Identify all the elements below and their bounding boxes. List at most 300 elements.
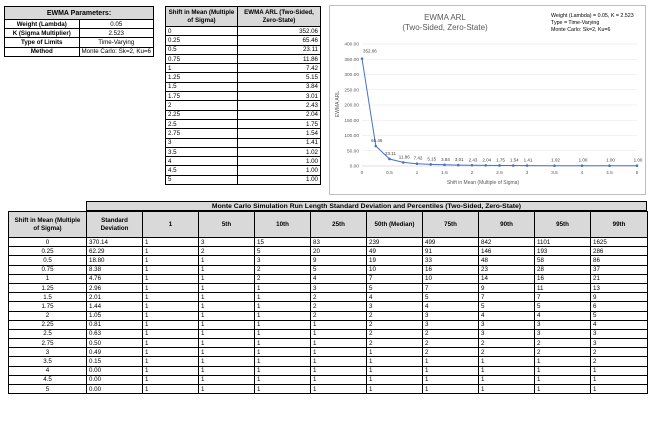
pct-value-cell: 23 (479, 265, 535, 274)
pct-row (9, 283, 648, 292)
pct-row (9, 311, 648, 320)
pct-header-cell: 99th (591, 212, 648, 238)
pct-value-cell: 3 (591, 329, 648, 338)
pct-value-cell: 21 (591, 274, 648, 283)
pct-shift-cell: 3.5 (9, 357, 87, 366)
pct-value-cell: 0.00 (87, 385, 143, 394)
data-point (526, 164, 529, 167)
pct-value-cell: 16 (535, 274, 591, 283)
pct-value-cell: 7 (479, 293, 535, 302)
pct-row (9, 302, 648, 311)
x-tick-label: 1.5 (441, 171, 448, 176)
pct-value-cell: 49 (367, 247, 423, 256)
data-label: 1.02 (551, 157, 560, 163)
arl-row (166, 175, 321, 184)
arl-shift-cell: 1.5 (166, 82, 238, 91)
pct-value-cell: 4 (367, 293, 423, 302)
pct-row (9, 329, 648, 338)
pct-shift-cell: 1.25 (9, 283, 87, 292)
data-label: 1.00 (606, 157, 615, 163)
pct-value-cell: 1 (143, 375, 199, 384)
chart-note-2: Type = Time-Varying (551, 20, 600, 26)
data-point (416, 162, 419, 165)
arl-value-cell: 7.42 (238, 64, 321, 73)
pct-value-cell: 83 (311, 238, 367, 247)
pct-value-cell: 1 (143, 265, 199, 274)
arl-row (166, 45, 321, 54)
pct-value-cell: 842 (479, 238, 535, 247)
params-title: EWMA Parameters: (5, 7, 154, 20)
x-tick-label: 2.5 (496, 171, 503, 176)
pct-row (9, 375, 648, 384)
arl-row (166, 36, 321, 45)
pct-value-cell: 20 (311, 247, 367, 256)
pct-value-cell: 2 (311, 302, 367, 311)
pct-header-cell: Standard Deviation (87, 212, 143, 238)
pct-value-cell: 3 (535, 329, 591, 338)
pct-value-cell: 1 (423, 357, 479, 366)
pct-value-cell: 5 (535, 302, 591, 311)
pct-value-cell: 1 (143, 329, 199, 338)
arl-shift-cell: 0.5 (166, 45, 238, 54)
pct-value-cell: 2 (535, 339, 591, 348)
data-point (608, 164, 611, 167)
arl-row (166, 101, 321, 110)
chart-title: EWMA ARL (424, 13, 466, 22)
chart-data-labels (363, 49, 643, 163)
pct-value-cell: 1 (255, 385, 311, 394)
arl-value-cell: 3.01 (238, 92, 321, 101)
pct-value-cell: 499 (423, 238, 479, 247)
data-label: 3.84 (441, 156, 450, 162)
arl-shift-cell: 5 (166, 175, 238, 184)
pct-value-cell: 2 (591, 357, 648, 366)
pct-value-cell: 13 (591, 283, 648, 292)
x-tick-label: 0.5 (386, 171, 393, 176)
pct-value-cell: 1 (199, 274, 255, 283)
pct-value-cell: 37 (591, 265, 648, 274)
pct-value-cell: 1 (143, 366, 199, 375)
pct-value-cell: 1 (311, 357, 367, 366)
pct-value-cell: 7 (423, 283, 479, 292)
arl-shift-cell: 3 (166, 138, 238, 147)
pct-value-cell: 1 (143, 311, 199, 320)
x-tick-label: 3.5 (551, 171, 558, 176)
pct-row (9, 348, 648, 357)
param-label: Method (5, 47, 80, 56)
arl-value-cell: 3.84 (238, 82, 321, 91)
pct-value-cell: 1 (535, 357, 591, 366)
pct-header-cell: 50th (Median) (367, 212, 423, 238)
arl-row (166, 92, 321, 101)
pct-value-cell: 3 (479, 320, 535, 329)
arl-shift-cell: 2 (166, 101, 238, 110)
pct-value-cell: 2 (255, 265, 311, 274)
pct-value-cell: 91 (423, 247, 479, 256)
arl-value-cell: 2.43 (238, 101, 321, 110)
pct-shift-cell: 1.75 (9, 302, 87, 311)
pct-shift-cell: 1.5 (9, 293, 87, 302)
pct-value-cell: 1 (255, 283, 311, 292)
pct-value-cell: 1 (255, 311, 311, 320)
pct-value-cell: 1 (143, 274, 199, 283)
pct-value-cell: 1 (143, 385, 199, 394)
pct-value-cell: 2 (423, 348, 479, 357)
arl-row (166, 138, 321, 147)
pct-value-cell: 1 (311, 329, 367, 338)
pct-value-cell: 2 (479, 339, 535, 348)
pct-value-cell: 3 (367, 302, 423, 311)
pct-row (9, 274, 648, 283)
pct-value-cell: 1 (143, 320, 199, 329)
pct-value-cell: 2 (311, 311, 367, 320)
data-point (636, 164, 639, 167)
pct-shift-cell: 2 (9, 311, 87, 320)
data-point (457, 164, 460, 167)
arl-shift-cell: 4.5 (166, 166, 238, 175)
pct-value-cell: 1 (143, 283, 199, 292)
pct-value-cell: 5 (311, 265, 367, 274)
pct-value-cell: 5 (423, 293, 479, 302)
pct-value-cell: 0.00 (87, 375, 143, 384)
pct-shift-cell: 4.5 (9, 375, 87, 384)
chart-note-1: Weight (Lambda) = 0.05, K = 2.523 (551, 13, 634, 19)
y-tick-label: 250.00 (344, 88, 359, 94)
arl-shift-cell: 2.25 (166, 110, 238, 119)
arl-shift-cell: 1.25 (166, 73, 238, 82)
data-label: 23.11 (385, 150, 396, 156)
chart-subtitle: (Two-Sided, Zero-State) (402, 23, 488, 32)
data-point (553, 164, 556, 167)
arl-value-cell: 1.54 (238, 129, 321, 138)
pct-shift-cell: 0.75 (9, 265, 87, 274)
params-row (5, 47, 154, 56)
pct-shift-cell: 2.25 (9, 320, 87, 329)
pct-value-cell: 0.81 (87, 320, 143, 329)
params-row (5, 38, 154, 47)
pct-value-cell: 4.76 (87, 274, 143, 283)
pct-value-cell: 1101 (535, 238, 591, 247)
pct-value-cell: 239 (367, 238, 423, 247)
arl-row (166, 64, 321, 73)
arl-row (166, 82, 321, 91)
pct-value-cell: 1 (199, 366, 255, 375)
pct-row (9, 265, 648, 274)
pct-value-cell: 1 (143, 238, 199, 247)
pct-value-cell: 33 (423, 256, 479, 265)
pct-value-cell: 1 (199, 320, 255, 329)
pct-row (9, 293, 648, 302)
y-tick-label: 0.00 (349, 164, 359, 170)
pct-value-cell: 1 (367, 348, 423, 357)
x-tick-label: 4.5 (606, 171, 613, 176)
pct-value-cell: 1 (199, 339, 255, 348)
data-label: 1.75 (496, 157, 505, 163)
data-point (512, 164, 515, 167)
pct-value-cell: 2.96 (87, 283, 143, 292)
pct-value-cell: 18.80 (87, 256, 143, 265)
pct-value-cell: 1 (479, 366, 535, 375)
pct-value-cell: 1 (255, 375, 311, 384)
pct-shift-cell: 0 (9, 238, 87, 247)
pct-value-cell: 1 (143, 357, 199, 366)
pct-shift-cell: 1 (9, 274, 87, 283)
param-value: Time-Varying (79, 38, 154, 47)
params-row (5, 29, 154, 38)
pct-row (9, 385, 648, 394)
y-tick-label: 150.00 (344, 118, 359, 124)
pct-value-cell: 4 (591, 320, 648, 329)
pct-value-cell: 1 (591, 366, 648, 375)
data-label: 2.04 (482, 157, 492, 163)
pct-value-cell: 0.49 (87, 348, 143, 357)
arl-shift-cell: 4 (166, 157, 238, 166)
pct-value-cell: 1 (199, 385, 255, 394)
arl-value-cell: 1.00 (238, 157, 321, 166)
param-label: Type of Limits (5, 38, 80, 47)
pct-value-cell: 4 (479, 311, 535, 320)
chart-x-ticks (361, 170, 639, 176)
pct-header-cell: Shift in Mean (Multiple of Sigma) (9, 212, 87, 238)
arl-row (166, 54, 321, 63)
data-point (374, 145, 377, 148)
pct-row (9, 339, 648, 348)
pct-value-cell: 2 (367, 339, 423, 348)
pct-value-cell: 2 (535, 348, 591, 357)
pct-value-cell: 2 (423, 339, 479, 348)
pct-value-cell: 2 (479, 348, 535, 357)
pct-value-cell: 86 (591, 256, 648, 265)
arl-row (166, 27, 321, 36)
pct-header-cell: 5th (199, 212, 255, 238)
pct-value-cell: 1.05 (87, 311, 143, 320)
data-label: 1.41 (523, 157, 533, 163)
pct-value-cell: 9 (479, 283, 535, 292)
arl-row (166, 110, 321, 119)
arl-value-cell: 2.04 (238, 110, 321, 119)
pct-value-cell: 10 (367, 265, 423, 274)
pct-value-cell: 146 (479, 247, 535, 256)
data-label: 352.06 (363, 48, 377, 54)
y-tick-label: 50.00 (346, 149, 359, 155)
arl-value-cell: 23.11 (238, 45, 321, 54)
pct-value-cell: 1 (535, 366, 591, 375)
pct-value-cell: 2 (591, 348, 648, 357)
data-label: 5.15 (427, 156, 437, 162)
pct-header-cell: 95th (535, 212, 591, 238)
pct-value-cell: 2 (423, 329, 479, 338)
x-tick-label: 4 (580, 171, 584, 176)
pct-value-cell: 48 (479, 256, 535, 265)
pct-shift-cell: 3 (9, 348, 87, 357)
pct-value-cell: 6 (591, 302, 648, 311)
ewma-parameters-table (4, 6, 154, 57)
arl-value-cell: 65.46 (238, 36, 321, 45)
pct-value-cell: 1 (311, 385, 367, 394)
data-label: 1.00 (633, 157, 643, 163)
pct-shift-cell: 0.5 (9, 256, 87, 265)
pct-shift-cell: 5 (9, 385, 87, 394)
pct-value-cell: 1 (143, 247, 199, 256)
pct-value-cell: 1625 (591, 238, 648, 247)
pct-value-cell: 1 (199, 283, 255, 292)
pct-value-cell: 2.01 (87, 293, 143, 302)
chart-svg (330, 6, 647, 196)
pct-value-cell: 1 (255, 302, 311, 311)
pct-row (9, 238, 648, 247)
pct-value-cell: 4 (535, 311, 591, 320)
pct-value-cell: 7 (367, 274, 423, 283)
pct-value-cell: 1 (199, 265, 255, 274)
pct-value-cell: 7 (535, 293, 591, 302)
chart-y-ticks (344, 42, 359, 170)
data-point (361, 57, 364, 60)
arl-row (166, 129, 321, 138)
pct-value-cell: 1 (143, 256, 199, 265)
pct-value-cell: 62.29 (87, 247, 143, 256)
pct-value-cell: 1 (255, 348, 311, 357)
pct-header-cell: 10th (255, 212, 311, 238)
pct-row (9, 320, 648, 329)
pct-value-cell: 11 (535, 283, 591, 292)
data-label: 2.43 (468, 157, 478, 163)
pct-value-cell: 5 (591, 311, 648, 320)
arl-shift-cell: 3.5 (166, 147, 238, 156)
data-point (581, 164, 584, 167)
pct-value-cell: 1 (199, 375, 255, 384)
arl-col-arl-header: EWMA ARL (Two-Sided, Zero-State) (238, 7, 321, 27)
pct-value-cell: 14 (479, 274, 535, 283)
pct-value-cell: 1 (199, 311, 255, 320)
pct-value-cell: 1 (143, 339, 199, 348)
pct-value-cell: 1 (255, 320, 311, 329)
x-tick-label: 5 (635, 171, 639, 176)
pct-value-cell: 1 (311, 339, 367, 348)
arl-shift-cell: 2.5 (166, 119, 238, 128)
pct-value-cell: 1 (199, 329, 255, 338)
arl-row (166, 119, 321, 128)
arl-shift-cell: 0.75 (166, 54, 238, 63)
x-tick-label: 0 (360, 171, 364, 176)
pct-row (9, 247, 648, 256)
pct-value-cell: 1 (255, 339, 311, 348)
pct-value-cell: 1 (423, 375, 479, 384)
pct-value-cell: 1 (367, 366, 423, 375)
pct-row (9, 357, 648, 366)
pct-value-cell: 2 (367, 320, 423, 329)
pct-value-cell: 0.15 (87, 357, 143, 366)
pct-header-cell: 25th (311, 212, 367, 238)
pct-value-cell: 1 (367, 357, 423, 366)
pct-value-cell: 1 (143, 302, 199, 311)
pct-value-cell: 0.00 (87, 366, 143, 375)
chart-x-axis-label: Shift in Mean (Multiple of Sigma) (446, 180, 520, 186)
arl-shift-cell: 2.75 (166, 129, 238, 138)
pct-value-cell: 3 (535, 320, 591, 329)
pct-value-cell: 3 (255, 256, 311, 265)
data-label: 3.01 (454, 157, 464, 163)
pct-value-cell: 5 (255, 247, 311, 256)
pct-value-cell: 1 (479, 375, 535, 384)
pct-header-cell: 90th (479, 212, 535, 238)
pct-value-cell: 1 (591, 375, 648, 384)
pct-header-cell: 75th (423, 212, 479, 238)
data-point (429, 163, 432, 166)
pct-value-cell: 1 (255, 357, 311, 366)
ewma-arl-chart (329, 5, 646, 195)
data-point (471, 164, 474, 167)
param-label: K (Sigma Multiplier) (5, 29, 80, 38)
data-point (498, 164, 501, 167)
pct-value-cell: 1 (535, 375, 591, 384)
pct-row (9, 366, 648, 375)
pct-value-cell: 1 (535, 385, 591, 394)
data-point (484, 164, 487, 167)
arl-value-cell: 1.02 (238, 147, 321, 156)
chart-note-3: Monte Carlo: Sk=2, Ku=6 (551, 27, 611, 33)
pct-value-cell: 10 (423, 274, 479, 283)
percentile-table (8, 211, 648, 394)
param-value: 0.05 (79, 20, 154, 29)
pct-value-cell: 1 (143, 348, 199, 357)
pct-value-cell: 1 (423, 385, 479, 394)
pct-value-cell: 3 (199, 238, 255, 247)
pct-value-cell: 3 (591, 339, 648, 348)
pct-value-cell: 1 (255, 329, 311, 338)
pct-value-cell: 1 (367, 385, 423, 394)
pct-value-cell: 3 (423, 320, 479, 329)
pct-value-cell: 1 (255, 366, 311, 375)
x-tick-label: 1 (415, 171, 419, 176)
pct-value-cell: 1 (199, 357, 255, 366)
arl-shift-cell: 0 (166, 27, 238, 36)
pct-value-cell: 2 (255, 274, 311, 283)
pct-shift-cell: 2.75 (9, 339, 87, 348)
pct-value-cell: 1.44 (87, 302, 143, 311)
y-tick-label: 100.00 (344, 134, 359, 140)
arl-value-cell: 1.00 (238, 175, 321, 184)
arl-row (166, 166, 321, 175)
pct-value-cell: 0.50 (87, 339, 143, 348)
pct-shift-cell: 4 (9, 366, 87, 375)
data-label: 1.00 (578, 157, 588, 163)
pct-value-cell: 3 (423, 311, 479, 320)
chart-y-axis-label: EWMA ARL (335, 90, 341, 118)
y-tick-label: 300.00 (344, 73, 359, 79)
pct-value-cell: 1 (199, 302, 255, 311)
pct-value-cell: 2 (367, 311, 423, 320)
y-tick-label: 200.00 (344, 103, 359, 109)
pct-value-cell: 1 (199, 348, 255, 357)
param-value: 2.523 (79, 29, 154, 38)
pct-value-cell: 2 (311, 293, 367, 302)
pct-value-cell: 5 (479, 302, 535, 311)
pct-value-cell: 19 (367, 256, 423, 265)
arl-value-cell: 5.15 (238, 73, 321, 82)
y-tick-label: 400.00 (344, 42, 359, 48)
pct-value-cell: 2 (367, 329, 423, 338)
pct-value-cell: 28 (535, 265, 591, 274)
pct-value-cell: 16 (423, 265, 479, 274)
params-row (5, 20, 154, 29)
pct-header-cell: 1 (143, 212, 199, 238)
pct-value-cell: 1 (367, 375, 423, 384)
pct-value-cell: 1 (199, 256, 255, 265)
pct-value-cell: 1 (311, 366, 367, 375)
x-tick-label: 3 (525, 171, 529, 176)
chart-gridlines (362, 44, 637, 166)
pct-value-cell: 3 (479, 329, 535, 338)
